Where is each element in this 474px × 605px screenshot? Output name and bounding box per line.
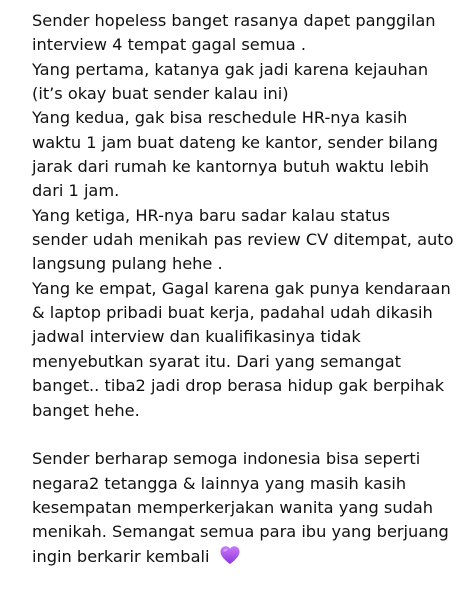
text-line: dari 1 jam. [32,181,120,201]
text-line: menyebutkan syarat itu. Dari yang semangat [32,351,401,371]
purple-heart-icon [219,545,241,565]
text-line: (it’s okay buat sender kalau ini) [32,84,289,104]
text-line: & laptop pribadi buat kerja, padahal udah dikasih [32,303,433,323]
text-line: interview 4 tempat gagal semua . [32,35,307,55]
note-text [32,9,462,569]
text-line: langsung pulang hehe . [32,254,223,274]
paragraph-2 [32,447,462,569]
text-line: banget.. tiba2 jadi drop berasa hidup gak berpihak [32,376,445,396]
text-line: banget hehe. [32,400,140,420]
paragraph-gap [32,423,462,447]
text-line: Sender berharap semoga indonesia bisa seperti [32,449,421,469]
text-line: waktu 1 jam buat dateng ke kantor, sender bilang [32,132,438,152]
text-line: jarak dari rumah ke kantornya butuh waktu lebih [32,157,430,177]
paragraph-1 [32,9,462,423]
text-line: menikah. Semangat semua para ibu yang berjuang [32,522,449,542]
last-text-line [32,545,462,569]
text-line: jadwal interview dan kualifikasinya tidak [32,327,361,347]
text-line: Yang ke empat, Gagal karena gak punya kendaraan [32,278,451,298]
text-line: Sender hopeless banget rasanya dapet panggilan [32,11,436,30]
text-line: kesempatan memperkerjakan wanita yang sudah [32,497,434,517]
text-line: Yang kedua, gak bisa reschedule HR-nya kasih [32,108,408,128]
text-line: Yang pertama, katanya gak jadi karena kejauhan [32,59,429,79]
text-line: Yang ketiga, HR-nya baru sadar kalau status [32,205,391,225]
text-line-content: ingin berkarir kembali [32,546,210,566]
text-line: negara2 tetangga & lainnya yang masih kasih [32,473,407,493]
text-line: sender udah menikah pas review CV ditempat, auto [32,230,454,250]
